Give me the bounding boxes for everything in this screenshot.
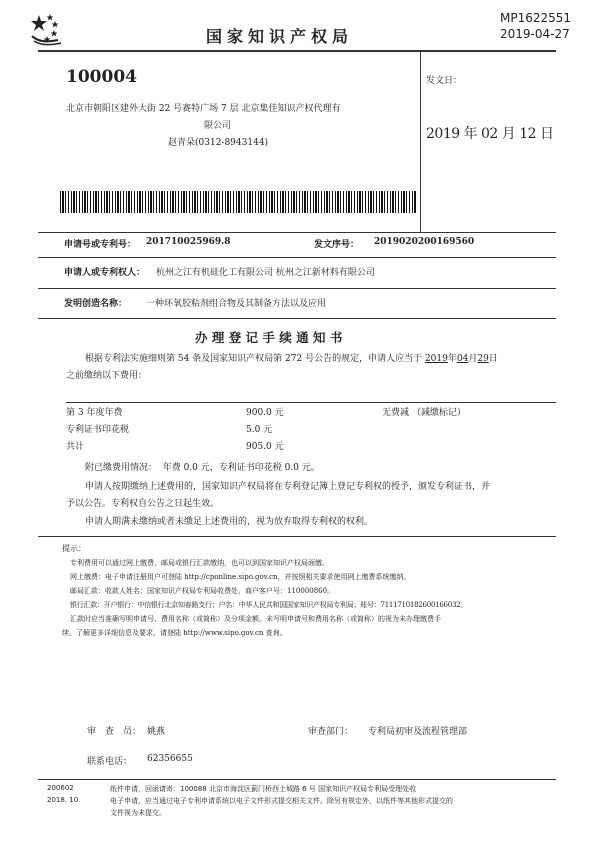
fee-note: 无费减 （减缴标记）	[382, 408, 466, 418]
fee-name: 第 3 年度年费	[66, 408, 123, 418]
reviewer-label: 审 查 员：	[87, 727, 142, 737]
serial-label: 发文序号：	[314, 240, 360, 250]
applicant-label: 申请人或专利权人：	[64, 268, 146, 278]
paid-fees-line: 附已缴费用情况： 年费 0.0 元，专利证书印花税 0.0 元。	[85, 463, 320, 473]
invention-title: 一种环氧胶粘剂组合物及其制备方法以及应用	[146, 299, 327, 309]
department-label: 审查部门：	[308, 727, 354, 737]
address-line-1: 北京市朝阳区建外大街 22 号赛特广场 7 层 北京集佳知识产权代理有	[66, 104, 341, 114]
footer-note-3: 文件视为未提交。	[110, 809, 166, 817]
fee-amount: 5.0 元	[246, 425, 273, 435]
form-code: 200602	[47, 784, 74, 792]
footer-note-2: 电子申请，应当通过电子专利申请系统以电子文件形式提交相关文件。除另有规定外，以纸件等其他形式提交的	[110, 797, 453, 805]
reference-code: MP1622551	[500, 11, 572, 25]
phone: 62356655	[147, 754, 193, 764]
fee-amount: 900.0 元	[246, 408, 284, 418]
notice-text: 根据专利法实施细则第 54 条及国家知识产权局第 272 号公告的规定，申请人应当于	[85, 354, 423, 364]
deadline-day: 29	[477, 354, 489, 364]
barcode	[60, 191, 416, 213]
department: 专利局初审及流程管理部	[368, 727, 468, 737]
footer-note-1: 纸件申请，回函请寄：100088 北京市海淀区蓟门桥西土城路 6 号 国家知识产权局专利局受理处收	[110, 785, 417, 793]
office-title: 国家知识产权局	[206, 27, 354, 46]
tip-line: 网上缴费：电子申请注册用户可登陆 http://cponline.sipo.gov.cn，并按照相关要求使用网上缴费系统缴纳。	[70, 573, 411, 581]
month-unit: 月	[468, 354, 478, 364]
five-stars-emblem-icon	[28, 12, 66, 46]
tips-label: 提示：	[62, 544, 86, 553]
paragraph-2b: 予以公告。专利权自公告之日起生效。	[66, 499, 220, 509]
phone-label: 联系电话：	[87, 757, 133, 767]
tip-line: 专利费用可以通过网上缴费、邮局或银行汇款缴纳，也可以到国家知识产权局面缴。	[70, 559, 329, 567]
tip-line: 续。了解更多详细信息及要求，请登陆 http://www.sipo.gov.cn 查询。	[62, 629, 287, 637]
paragraph-2a: 申请人按期缴纳上述费用的，国家知识产权局将在专利登记簿上登记专利权的授予，颁发专利证书，并	[85, 482, 491, 492]
paragraph-3: 申请人期满未缴纳或者未缴足上述费用的，视为放弃取得专利权的权利。	[85, 517, 374, 527]
address-line-2: 限公司	[204, 121, 232, 131]
day-unit: 日	[488, 354, 498, 364]
app-no: 201710025969.8	[146, 237, 231, 247]
tip-line: 汇款时应当准确写明申请号、费用名称（或简称）及分项金额。未写明申请号和费用名称（或简称）的视为未办理缴费手	[70, 615, 441, 623]
postcode: 100004	[66, 67, 137, 87]
notice-paragraph-1b: 之前缴纳以下费用：	[66, 371, 148, 381]
reviewer: 姚燕	[147, 727, 166, 737]
send-date-label: 发文日：	[426, 76, 463, 86]
fee-name: 专利证书印花税	[66, 425, 130, 435]
invention-title-label: 发明创造名称：	[64, 299, 128, 309]
tip-line: 邮局汇款：收款人姓名：国家知识产权局专利局收费处，商户客户号：110000860。	[70, 587, 335, 595]
deadline-month: 04	[456, 354, 469, 364]
serial: 2019020200169560	[374, 237, 475, 247]
notice-paragraph-1	[85, 351, 498, 364]
fee-amount: 905.0 元	[246, 442, 284, 452]
app-no-label: 申请号或专利号：	[64, 240, 137, 250]
tip-line: 银行汇款：开户银行：中信银行北京知春路支行；户名：中华人民共和国国家知识产权局专利局；账号：7111710182600166032。	[70, 601, 468, 609]
fee-name: 共计	[66, 442, 85, 452]
applicant: 杭州之江有机硅化工有限公司 杭州之江新材料有限公司	[156, 268, 375, 278]
address-contact: 赵青朵(0312-8943144)	[168, 138, 269, 148]
notice-heading: 办 理 登 记 手 续 通 知 书	[195, 330, 343, 345]
year-unit: 年	[447, 354, 457, 364]
send-date-value: 2019 年 02 月 12 日	[426, 126, 554, 142]
deadline-year: 2019	[424, 354, 448, 364]
reference-date: 2019-04-27	[500, 27, 570, 41]
form-version: 2018. 10	[47, 796, 79, 804]
